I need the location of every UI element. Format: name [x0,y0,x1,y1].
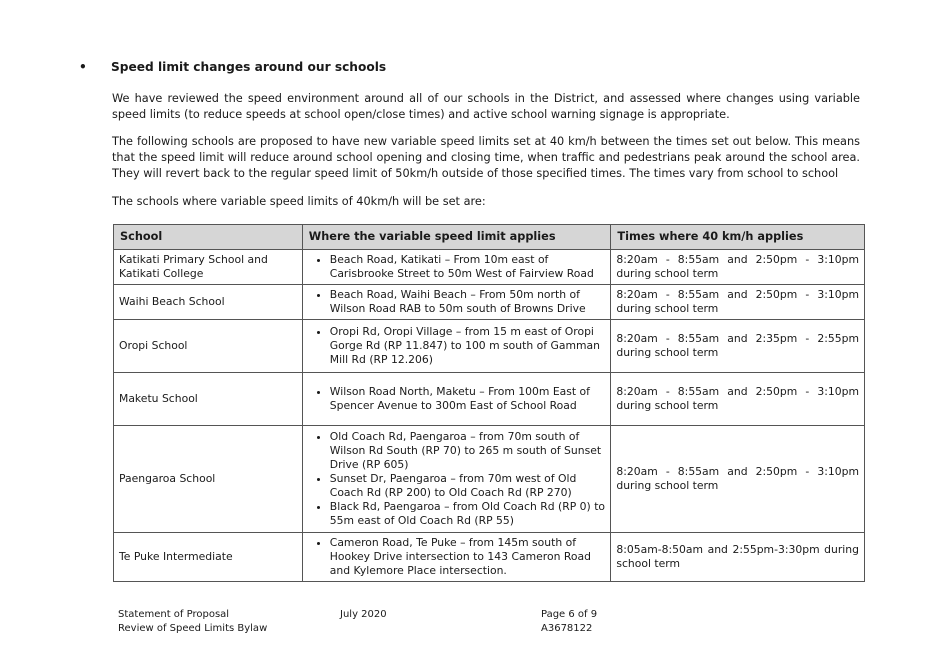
times-cell: 8:20am - 8:55am and 2:50pm - 3:10pm during school term [611,373,865,426]
footer-page-number: Page 6 of 9 [541,609,598,620]
school-cell: Te Puke Intermediate [114,533,303,582]
school-cell: Oropi School [114,320,303,373]
school-cell: Waihi Beach School [114,285,303,320]
table-row [114,426,865,533]
table-row [114,285,865,320]
footer-left [118,608,267,636]
location-item: • Old Coach Rd, Paengaroa – from 70m south of Wilson Rd South (RP 70) to 265 m south of Sunset Drive (RP 605) [330,430,606,472]
school-cell: Paengaroa School [114,426,303,533]
times-cell: 8:20am - 8:55am and 2:50pm - 3:10pm during school term [611,285,865,320]
times-cell: 8:20am - 8:55am and 2:50pm - 3:10pm during school term [611,250,865,285]
location-list [308,430,606,528]
location-list [308,288,606,316]
intro-paragraph: We have reviewed the speed environment around all of our schools in the District, and assessed where changes using variable speed limits (to reduce speeds at school open/close times) and active school warning signage is appropriate. [112,92,860,121]
table-header-row [114,225,865,250]
footer-date: July 2020 [340,609,387,620]
location-cell [302,373,611,426]
location-list [308,325,606,367]
footer-right [541,608,597,636]
location-cell [302,426,611,533]
table-row [114,320,865,373]
location-cell [302,533,611,582]
location-cell [302,320,611,373]
table-row [114,533,865,582]
location-cell [302,250,611,285]
school-cell: Maketu School [114,373,303,426]
times-cell: 8:05am-8:50am and 2:55pm-3:30pm during school term [611,533,865,582]
location-item: • Beach Road, Katikati – From 10m east of Carisbrooke Street to 50m West of Fairview Road [330,253,606,281]
footer-doc-title: Statement of Proposal [118,609,230,620]
bullet-icon: • [79,60,87,74]
table-row [114,250,865,285]
header-times: Times where 40 km/h applies [611,225,865,250]
location-item: • Beach Road, Waihi Beach – From 50m north of Wilson Road RAB to 50m south of Browns Drive [330,288,606,316]
table-row [114,373,865,426]
location-item: • Black Rd, Paengaroa – from Old Coach Rd (RP 0) to 55m east of Old Coach Rd (RP 55) [330,500,606,528]
footer-doc-subtitle: Review of Speed Limits Bylaw [118,623,268,634]
location-item: • Oropi Rd, Oropi Village – from 15 m east of Oropi Gorge Rd (RP 11.847) to 100 m south of Gamman Mill Rd (RP 12.206) [330,325,606,367]
location-item: • Wilson Road North, Maketu – From 100m East of Spencer Avenue to 300m East of School Road [330,385,606,413]
header-school: School [114,225,303,250]
location-item: • Cameron Road, Te Puke – from 145m south of Hookey Drive intersection to 143 Cameron Road and Kylemore Place intersection. [330,536,606,578]
school-cell: Katikati Primary School and Katikati College [114,250,303,285]
location-cell [302,285,611,320]
table-body [114,250,865,582]
location-list [308,385,606,413]
proposal-paragraph: The following schools are proposed to have new variable speed limits set at 40 km/h between the times set out below. This means that the speed limit will reduce around school opening and closing time, when traffic and pedestrians peak around the school area. They will revert back to the regular speed limit of 50km/h outside of those specified times. The times vary from school to school [112,135,860,180]
footer-doc-ref: A3678122 [541,623,593,634]
section-heading: Speed limit changes around our schools [111,60,387,74]
times-cell: 8:20am - 8:55am and 2:50pm - 3:10pm during school term [611,426,865,533]
speed-limit-table [113,224,865,582]
location-list [308,253,606,281]
location-list [308,536,606,578]
table-lead-paragraph: The schools where variable speed limits of 40km/h will be set are: [112,195,486,208]
times-cell: 8:20am - 8:55am and 2:35pm - 2:55pm during school term [611,320,865,373]
header-location: Where the variable speed limit applies [302,225,611,250]
location-item: • Sunset Dr, Paengaroa – from 70m west of Old Coach Rd (RP 200) to Old Coach Rd (RP 270) [330,472,606,500]
